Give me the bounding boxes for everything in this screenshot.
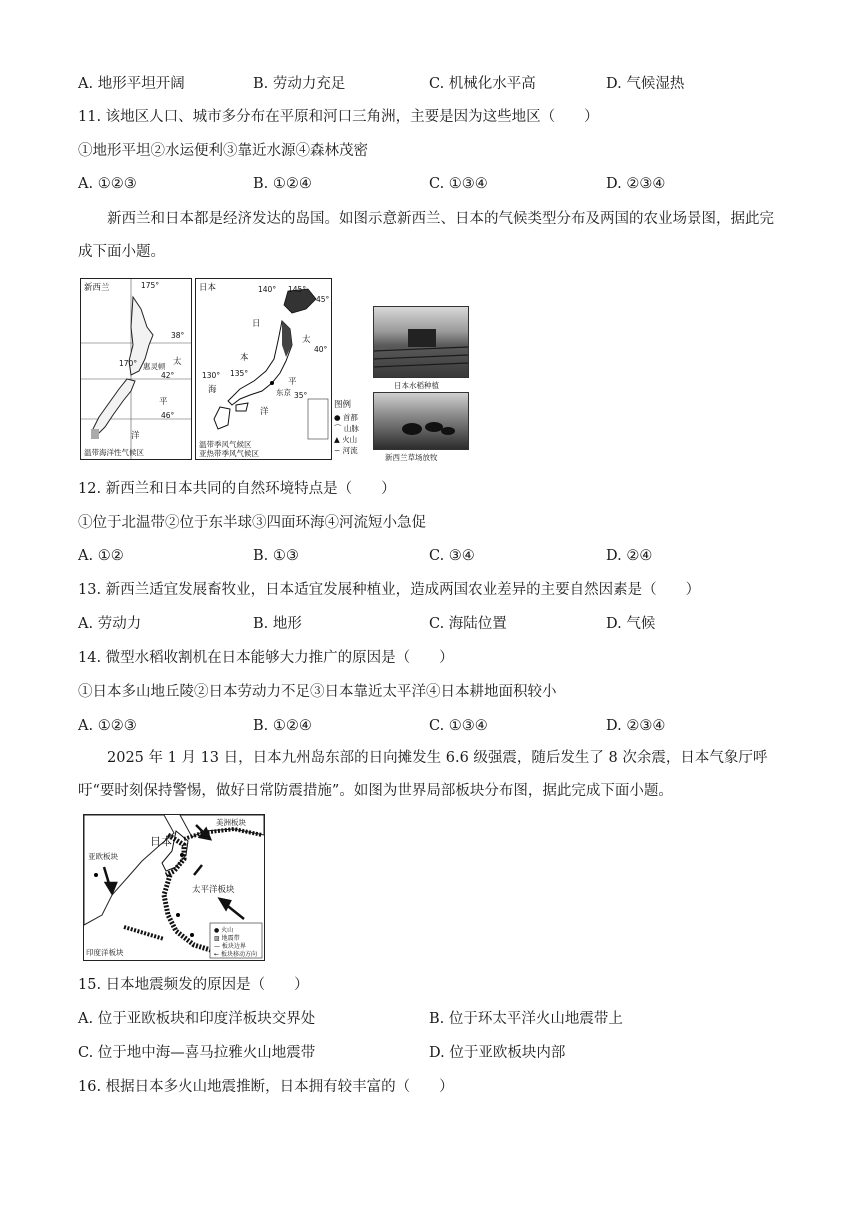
- jp-legend-temperate-monsoon: 温带季风气候区: [199, 440, 252, 449]
- q11-stem: 11. 该地区人口、城市多分布在平原和河口三角洲，主要是因为这些地区（ ）: [78, 109, 599, 125]
- q11-option-d: D. ②③④: [606, 176, 666, 192]
- nz-pasture-photo: [373, 392, 469, 450]
- jp-lat-45: 45°: [316, 295, 330, 304]
- q11-option-c: C. ①③④: [429, 176, 488, 192]
- jp-label-ben: 本: [240, 353, 249, 363]
- japan-rice-caption: 日本水稻种植: [394, 381, 439, 390]
- q16-stem: 16. 根据日本多火山地震推断，日本拥有较丰富的（ ）: [78, 1079, 454, 1095]
- plate-map-american: 美洲板块: [216, 818, 246, 827]
- q15-option-d: D. 位于亚欧板块内部: [429, 1045, 566, 1061]
- q14-items: ①日本多山地丘陵②日本劳动力不足③日本靠近太平洋④日本耕地面积较小: [78, 684, 557, 700]
- q13-option-d: D. 气候: [606, 616, 656, 632]
- passage-intro-2: 2025 年 1 月 13 日，日本九州岛东部的日向摊发生 6.6 级强震，随后发生了 8 次余震，日本气象厅呼吁“要时刻保持警惕，做好日常防震措施”。如图为世界局部板块分布图，据此完成下面小题。: [78, 750, 768, 799]
- legend-mountain: ⌒ 山脉: [334, 424, 359, 433]
- q14-option-c: C. ①③④: [429, 718, 488, 734]
- q14-stem: 14. 微型水稻收割机在日本能够大力推广的原因是（ ）: [78, 650, 454, 666]
- new-zealand-map: [80, 278, 192, 460]
- legend-capital: ● 首都: [334, 413, 358, 422]
- q15-option-a: A. 位于亚欧板块和印度洋板块交界处: [78, 1011, 316, 1027]
- nz-map-title: 新西兰: [84, 283, 110, 293]
- q10-option-b: B. 劳动力充足: [253, 76, 346, 92]
- q15-stem: 15. 日本地震频发的原因是（ ）: [78, 977, 309, 993]
- plate-map-eurasian: 亚欧板块: [88, 852, 118, 861]
- q12-option-a: A. ①②: [78, 548, 124, 564]
- nz-ocean-yang: 洋: [131, 431, 140, 441]
- q13-option-c: C. 海陆位置: [429, 616, 507, 632]
- nz-legend: 温带海洋性气候区: [84, 448, 144, 457]
- q14-option-a: A. ①②③: [78, 718, 137, 734]
- japan-rice-photo: [373, 306, 469, 378]
- q12-option-b: B. ①③: [253, 548, 299, 564]
- nz-pasture-caption: 新西兰草场放牧: [385, 453, 438, 462]
- legend-volcano: ▲ 火山: [334, 435, 358, 444]
- plate-map-indian: 印度洋板块: [86, 948, 124, 957]
- jp-lon-130: 130°: [202, 371, 221, 380]
- nz-lat-46: 46°: [161, 411, 175, 420]
- plate-legend-seismic-belt: ▨ 地震带: [214, 935, 240, 942]
- nz-lat-42: 42°: [161, 371, 175, 380]
- q14-option-b: B. ①②④: [253, 718, 312, 734]
- q13-stem: 13. 新西兰适宜发展畜牧业，日本适宜发展种植业，造成两国农业差异的主要自然因素是（ ）: [78, 582, 701, 598]
- jp-label-yang: 洋: [260, 407, 269, 417]
- plate-map-japan: 日本: [150, 835, 172, 848]
- jp-label-hai: 海: [208, 385, 217, 395]
- jp-label-tai: 太: [302, 335, 311, 345]
- plate-map-pacific: 太平洋板块: [192, 885, 235, 895]
- jp-lon-145: 145°: [288, 285, 307, 294]
- q10-option-d: D. 气候湿热: [606, 76, 685, 92]
- plate-legend-direction: ← 板块移动方向: [214, 951, 257, 958]
- q15-option-c: C. 位于地中海—喜马拉雅火山地震带: [78, 1045, 316, 1061]
- nz-capital-label: 惠灵顿: [143, 362, 166, 371]
- passage-intro-1: 新西兰和日本都是经济发达的岛国。如图示意新西兰、日本的气候类型分布及两国的农业场景图，据此完成下面小题。: [78, 211, 774, 260]
- nz-lon-175: 175°: [141, 281, 160, 290]
- jp-label-ping: 平: [288, 377, 297, 387]
- jp-label-ri: 日: [252, 319, 261, 329]
- q11-option-a: A. ①②③: [78, 176, 137, 192]
- q12-stem: 12. 新西兰和日本共同的自然环境特点是（ ）: [78, 481, 396, 497]
- jp-lon-140: 140°: [258, 285, 277, 294]
- nz-lon-170: 170°: [119, 359, 138, 368]
- jp-lat-40: 40°: [314, 345, 328, 354]
- legend-river: ∽ 河流: [334, 446, 358, 455]
- q12-items: ①位于北温带②位于东半球③四面环海④河流短小急促: [78, 515, 426, 531]
- q11-items: ①地形平坦②水运便利③靠近水源④森林茂密: [78, 143, 368, 159]
- q13-option-a: A. 劳动力: [78, 616, 142, 632]
- q13-option-b: B. 地形: [253, 616, 302, 632]
- nz-ocean-tai: 太: [173, 357, 182, 367]
- q10-option-a: A. 地形平坦开阔: [78, 76, 185, 92]
- jp-lon-135: 135°: [230, 369, 249, 378]
- q15-option-b: B. 位于环太平洋火山地震带上: [429, 1011, 623, 1027]
- plate-legend-boundary: — 板块边界: [214, 943, 246, 950]
- nz-lat-38: 38°: [171, 331, 185, 340]
- japan-map-title: 日本: [199, 283, 217, 293]
- nz-ocean-ping: 平: [159, 397, 168, 407]
- q12-option-d: D. ②④: [606, 548, 653, 564]
- q10-option-c: C. 机械化水平高: [429, 76, 536, 92]
- jp-capital-label: 东京: [276, 388, 291, 397]
- figure1-legend: [332, 398, 372, 458]
- legend-title: 图例: [334, 400, 352, 410]
- japan-map: [195, 278, 332, 460]
- q11-option-b: B. ①②④: [253, 176, 312, 192]
- plate-boundary-map: [83, 814, 265, 961]
- plate-legend-volcano: ● 火山: [214, 927, 234, 934]
- q14-option-d: D. ②③④: [606, 718, 666, 734]
- q12-option-c: C. ③④: [429, 548, 475, 564]
- jp-legend-subtropical-monsoon: 亚热带季风气候区: [199, 449, 259, 458]
- jp-lat-35: 35°: [294, 391, 308, 400]
